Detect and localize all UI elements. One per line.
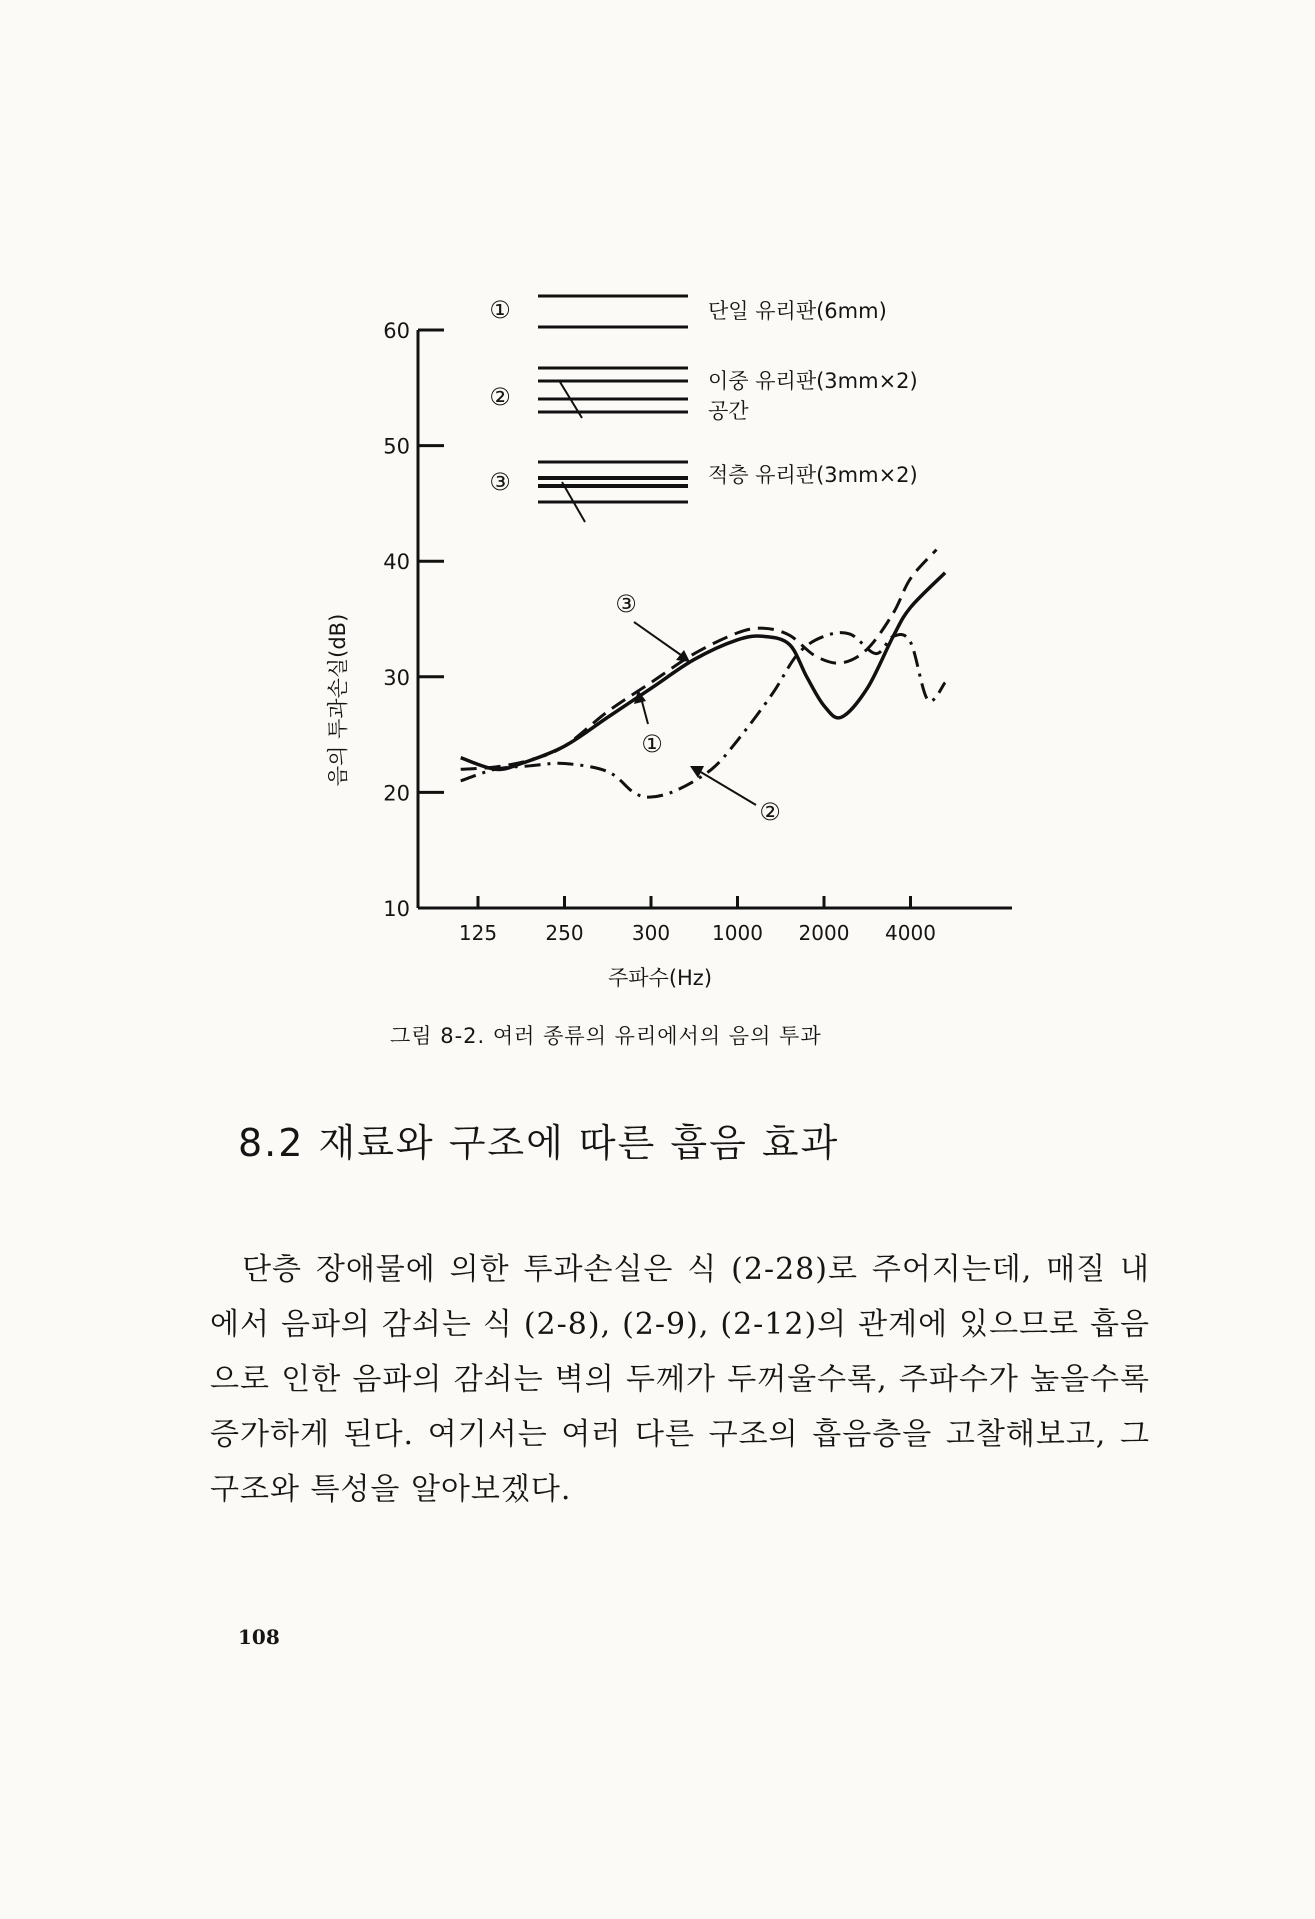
annotation-marker-3: ③ (615, 590, 637, 618)
page-number: 108 (238, 1625, 280, 1649)
body-paragraph: 단층 장애물에 의한 투과손실은 식 (2-28)로 주어지는데, 매질 내에서 음파의 감쇠는 식 (2-8), (2-9), (2-12)의 관계에 있으므로 흡음으로 인한 음파의 감쇠는 벽의 두께가 두꺼울수록, 주파수가 높을수록 증가하게 된다. 여기서는 여러 다른 구조의 흡음층을 고찰해보고, 그 구조와 특성을 알아보겠다. (210, 1252, 1150, 1507)
x-axis-label: 주파수(Hz) (607, 966, 713, 990)
x-tick-label: 4000 (885, 921, 936, 945)
y-tick-label: 60 (383, 319, 410, 343)
legend-label-2: 이중 유리판(3mm×2) (708, 369, 918, 393)
series-line-1 (461, 573, 945, 770)
series-line-3 (461, 550, 937, 770)
annotation-arrow-2 (694, 768, 756, 805)
y-tick-label: 50 (383, 434, 410, 459)
y-tick-label: 40 (383, 550, 410, 575)
y-tick-label: 10 (383, 897, 410, 921)
annotation-arrowhead-3 (676, 650, 690, 662)
legend-label-3: 적층 유리판(3mm×2) (708, 463, 918, 487)
legend-sublabel-2: 공간 (708, 399, 749, 423)
annotation-marker-1: ① (641, 730, 663, 758)
x-tick-label: 1000 (712, 921, 763, 945)
annotation-arrow-3 (634, 622, 688, 660)
x-tick-label: 300 (631, 921, 671, 945)
x-tick-label: 2000 (798, 921, 850, 945)
annotation-marker-2: ② (759, 798, 781, 826)
legend (489, 296, 917, 522)
y-tick-label: 30 (383, 665, 410, 690)
x-tick-label: 125 (458, 921, 498, 945)
legend-label-1: 단일 유리판(6mm) (708, 299, 887, 323)
section-title: 8.2 재료와 구조에 따른 흡음 효과 (238, 1121, 840, 1165)
legend-marker-3: ③ (489, 468, 511, 496)
figure-caption: 그림 8-2. 여러 종류의 유리에서의 음의 투과 (390, 1024, 822, 1048)
x-tick-label: 250 (545, 921, 584, 945)
legend-marker-1: ① (489, 296, 511, 324)
y-tick-label: 20 (383, 781, 410, 806)
y-axis-label: 음의 투과손실(dB) (326, 613, 350, 787)
legend-marker-2: ② (489, 383, 511, 411)
